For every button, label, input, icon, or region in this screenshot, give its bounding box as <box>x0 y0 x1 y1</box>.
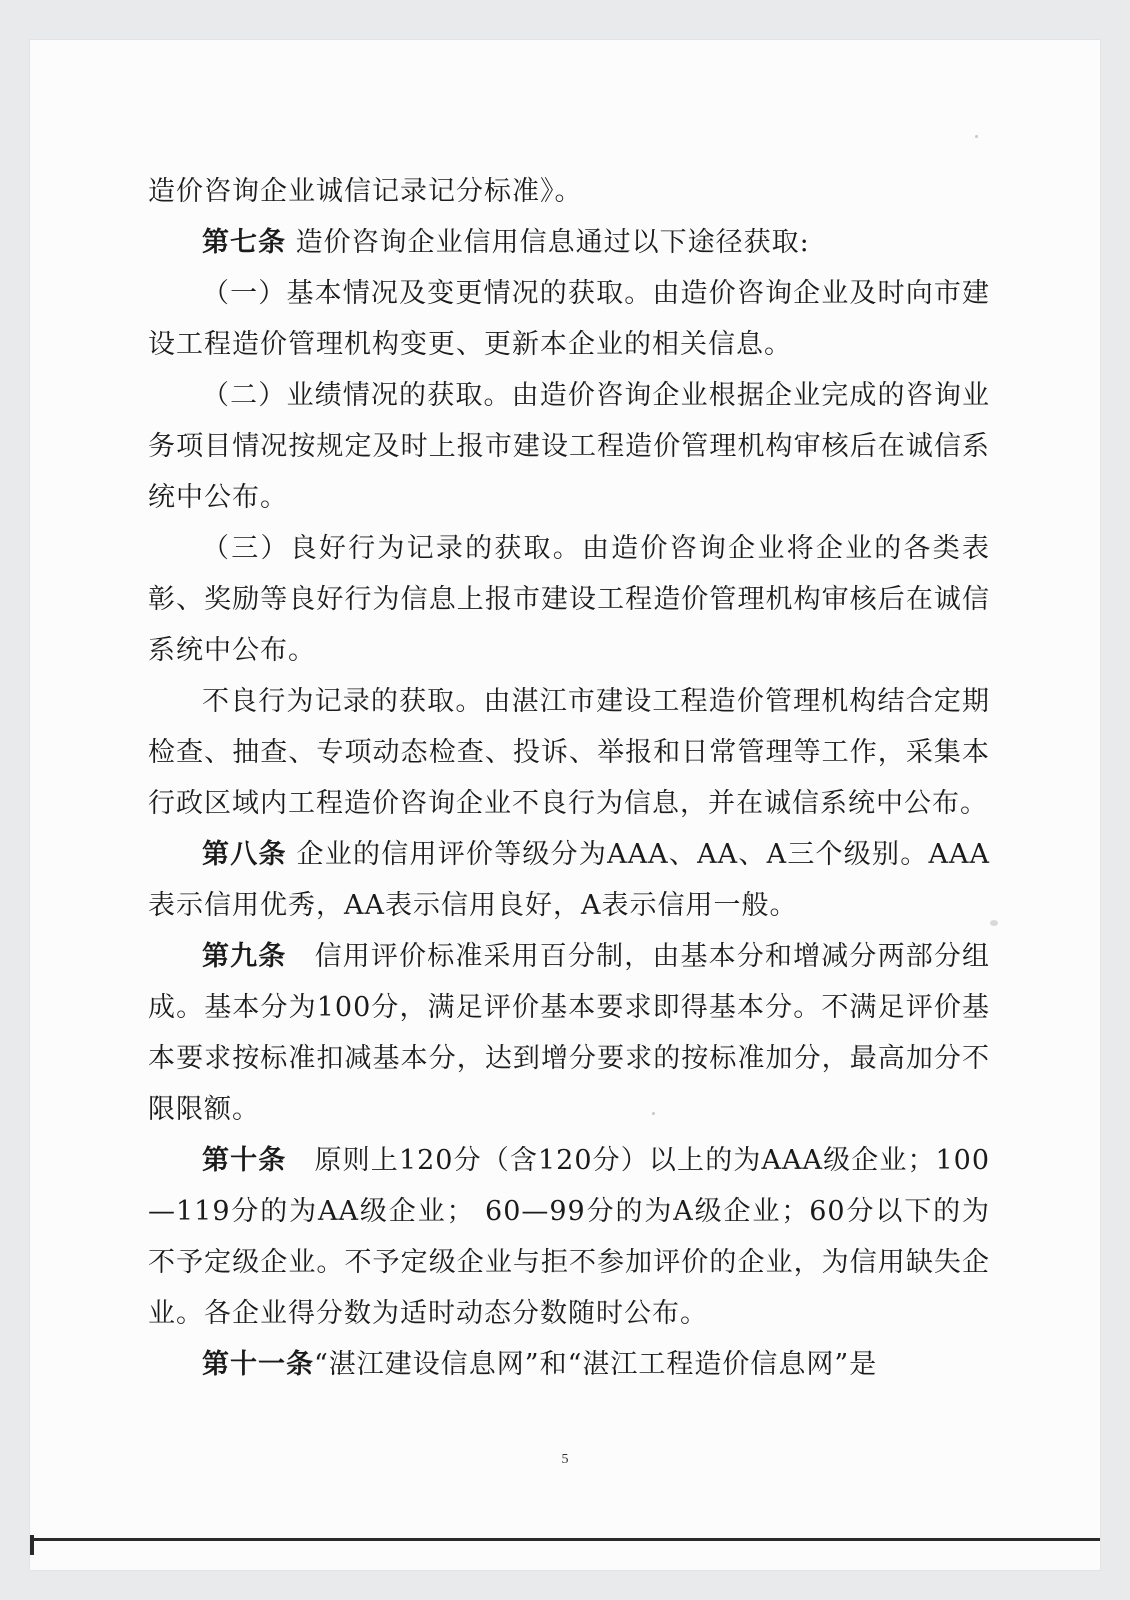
article-9 <box>148 931 990 1135</box>
item-1: （一）基本情况及变更情况的获取。由造价咨询企业及时向市建设工程造价管理机构变更、更新本企业的相关信息。 <box>148 278 990 360</box>
article-11-label: 第十一条 <box>202 1349 314 1380</box>
article-7 <box>148 217 990 268</box>
article-11-text: “湛江建设信息网”和“湛江工程造价信息网”是 <box>314 1349 878 1380</box>
scan-speck <box>975 135 978 138</box>
article-10-label: 第十条 <box>202 1145 287 1176</box>
article-10 <box>148 1135 990 1339</box>
page-number: 5 <box>561 1452 569 1467</box>
article-7-label: 第七条 <box>202 227 286 258</box>
article-9-label: 第九条 <box>202 941 287 972</box>
item-3: （三）良好行为记录的获取。由造价咨询企业将企业的各类表彰、奖励等良好行为信息上报市建设工程造价管理机构审核后在诚信系统中公布。 <box>148 533 990 666</box>
article-9-text: 信用评价标准采用百分制，由基本分和增减分两部分组成。基本分为100分，满足评价基本要求即得基本分。不满足评价基本要求按标准扣减基本分，达到增分要求的按标准加分，最高加分不限限额。 <box>148 941 991 1125</box>
article-7-text: 造价咨询企业信用信息通过以下途径获取: <box>295 227 810 258</box>
left-margin-mark <box>30 1535 34 1555</box>
article-8 <box>148 829 990 931</box>
document-page <box>30 40 1100 1570</box>
article-11 <box>148 1339 990 1390</box>
article-8-text: 企业的信用评价等级分为AAA、AA、A三个级别。AAA表示信用优秀，AA表示信用良好，A表示信用一般。 <box>148 839 990 921</box>
item-2: （二）业绩情况的获取。由造价咨询企业根据企业完成的咨询业务项目情况按规定及时上报市建设工程造价管理机构审核后在诚信系统中公布。 <box>148 380 990 513</box>
paragraph-continuation: 造价咨询企业诚信记录记分标准》。 <box>148 176 583 207</box>
item-4: 不良行为记录的获取。由湛江市建设工程造价管理机构结合定期检查、抽查、专项动态检查、投诉、举报和日常管理等工作，采集本行政区域内工程造价咨询企业不良行为信息，并在诚信系统中公布。 <box>148 686 990 819</box>
document-body <box>148 166 990 1390</box>
bottom-rule <box>30 1538 1100 1541</box>
scan-speck <box>990 920 998 926</box>
article-8-label: 第八条 <box>202 839 287 870</box>
article-10-text: 原则上120分（含120分）以上的为AAA级企业；100—119分的为AA级企业； 60—99分的为A级企业；60分以下的为不予定级企业。不予定级企业与拒不参加评价的企业，为信用缺失企业。各企业得分数为适时动态分数随时公布。 <box>148 1145 991 1329</box>
scan-speck <box>652 1112 655 1115</box>
